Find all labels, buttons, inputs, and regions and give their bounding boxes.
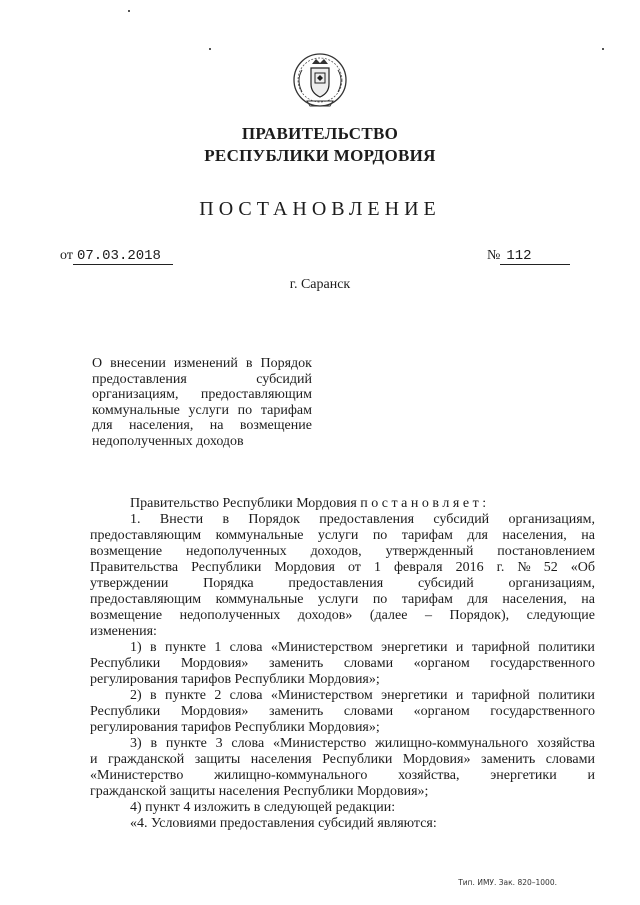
word: коммунальные [92, 402, 180, 418]
word: и [90, 752, 98, 767]
word: по [372, 528, 388, 543]
word: – [424, 608, 432, 623]
body-line [130, 736, 595, 752]
word: субсидий [433, 512, 490, 527]
body-line [90, 576, 595, 592]
word: Порядка [203, 576, 254, 591]
date-line [60, 248, 173, 265]
word: (далее [369, 608, 408, 623]
number-line [487, 248, 570, 265]
word: жилищно-коммунального [375, 736, 529, 751]
document-type-title: ПОСТАНОВЛЕНИЕ [199, 198, 441, 220]
word: населения, [128, 418, 194, 433]
word: Порядок [248, 512, 300, 527]
word: словами [343, 656, 394, 671]
word: политики [538, 640, 595, 655]
word: Республики [90, 656, 161, 671]
word: энергетики [490, 768, 557, 783]
word: пункте [165, 688, 206, 703]
word: недополученных [179, 608, 281, 623]
org-title-line1: ПРАВИТЕЛЬСТВО [241, 124, 399, 143]
word: возмещение [90, 608, 163, 623]
word: предоставления [92, 371, 187, 387]
word: пункте [165, 736, 207, 751]
word: предоставления [288, 576, 384, 591]
body-line [130, 640, 595, 656]
word: доходов, [310, 544, 362, 559]
word: услуги [188, 402, 229, 418]
word: «Министерством [270, 688, 373, 703]
word: слова [231, 736, 265, 751]
body-line: «4. Условиями предоставления субсидий являются: [130, 816, 437, 831]
word: 52 [543, 560, 558, 575]
word: в [245, 356, 253, 371]
word: возмещение [239, 418, 312, 433]
body-line [90, 608, 595, 624]
word: Правительства [90, 560, 179, 575]
subject-line [92, 387, 312, 403]
word: г. [496, 560, 505, 575]
word: «органом [413, 704, 470, 719]
body-line [90, 704, 595, 720]
word: 3) [130, 736, 142, 751]
word: заменить [268, 704, 324, 719]
word: защиты [194, 752, 241, 767]
word: «Министерство [272, 736, 367, 751]
subject-line [92, 372, 312, 388]
word: услуги [317, 592, 359, 607]
word: утвержденный [385, 544, 474, 559]
body-line [130, 512, 595, 528]
body-line [90, 544, 595, 560]
body-line [130, 688, 595, 704]
word: по [372, 592, 388, 607]
word: в [222, 512, 230, 527]
word: постановлением [497, 544, 595, 559]
word: жилищно-коммунального [214, 768, 368, 783]
word: Мордовия [274, 560, 335, 575]
word: для [467, 592, 488, 607]
city-line: г. Саранск [289, 277, 351, 292]
word: «Об [570, 560, 595, 575]
word: на [209, 418, 224, 433]
word: возмещение [90, 544, 163, 559]
word: 1. [130, 512, 141, 527]
word: в [150, 736, 158, 751]
word: организациям, [508, 512, 595, 527]
word: 1 [373, 560, 381, 575]
word: услуги [317, 528, 359, 543]
word: гражданской [107, 752, 185, 767]
word: слова [229, 640, 263, 655]
word: по [237, 402, 253, 418]
word: «органом [413, 656, 470, 671]
word: субсидий [417, 576, 474, 591]
word: коммунальные [215, 528, 304, 543]
subject-line [92, 403, 312, 419]
body-line [90, 752, 595, 768]
word: предоставления [319, 512, 415, 527]
word: доходов» [297, 608, 353, 623]
word: для [92, 418, 113, 433]
subject-line: недополученных доходов [92, 433, 244, 449]
word: «Министерство [90, 768, 184, 783]
word: населения, [502, 592, 567, 607]
word: утверждении [90, 576, 169, 591]
word: государственного [490, 656, 595, 671]
word: Порядок [260, 356, 312, 371]
word: от [347, 560, 361, 575]
word: в [150, 688, 157, 703]
word: политики [538, 688, 595, 703]
word: Мордовия» [402, 752, 471, 767]
print-mark: Тип. ИМУ. Зак. 820–1000. [458, 878, 557, 887]
word: для [467, 528, 488, 543]
word: тарифной [471, 688, 530, 703]
word: тарифам [401, 528, 453, 543]
word: Республики [322, 752, 393, 767]
word: хозяйства, [398, 768, 460, 783]
word: «Министерством [270, 640, 373, 655]
word: энергетики [381, 640, 448, 655]
body-line: 4) пункт 4 изложить в следующей редакции: [130, 800, 396, 815]
word: хозяйства [537, 736, 595, 751]
word: 3 [215, 736, 223, 751]
word: № [517, 560, 531, 575]
body-line: Правительство Республики Мордовия п о с т а н о в л я е т : [130, 496, 487, 511]
word: на [581, 528, 595, 543]
word: предоставляющим [90, 528, 202, 543]
word: 2016 [455, 560, 484, 575]
word: Порядок), [449, 608, 510, 623]
word: изменений [173, 356, 238, 371]
word: предоставляющим [90, 592, 202, 607]
word: заменить [480, 752, 536, 767]
body-line [90, 768, 595, 784]
word: тарифам [401, 592, 453, 607]
date-value: 07.03.2018 [73, 248, 173, 265]
word: и [455, 688, 464, 703]
body-line [90, 656, 595, 672]
number-prefix: № [487, 248, 501, 263]
word: тарифам [260, 402, 312, 418]
word: организациям, [508, 576, 595, 591]
body-line: изменения: [90, 624, 157, 639]
word: коммунальные [215, 592, 304, 607]
word: Мордовия» [180, 704, 249, 719]
date-prefix: от [60, 248, 73, 263]
word: организациям, [92, 387, 179, 402]
word: следующие [526, 608, 595, 623]
word: государственного [490, 704, 595, 719]
word: словами [545, 752, 595, 767]
body-line [90, 592, 595, 608]
body-line [90, 528, 595, 544]
word: и [587, 768, 595, 783]
word: предоставляющим [200, 387, 312, 402]
word: в [150, 640, 157, 655]
word: внесении [110, 356, 166, 371]
body-line: регулирования тарифов Республики Мордовия»; [90, 720, 380, 735]
word: Республики [90, 704, 161, 719]
subject-block [92, 356, 312, 449]
word: энергетики [381, 688, 448, 703]
word: 1) [130, 640, 142, 655]
subject-line [92, 418, 312, 434]
word: 1 [214, 640, 222, 655]
coat-of-arms-emblem [290, 50, 350, 112]
word: 2) [130, 688, 142, 703]
word: словами [343, 704, 394, 719]
word: недополученных [186, 544, 287, 559]
scan-speck [602, 48, 604, 50]
word: населения, [502, 528, 567, 543]
word: О [92, 356, 103, 371]
body-line: гражданской защиты населения Республики Мордовия»; [90, 784, 429, 799]
number-value: 112 [500, 248, 570, 265]
word: тарифной [471, 640, 530, 655]
word: субсидий [256, 371, 312, 387]
word: 2 [214, 688, 222, 703]
subject-line [92, 356, 312, 372]
word: на [581, 592, 595, 607]
org-title-line2: РЕСПУБЛИКИ МОРДОВИЯ [204, 146, 436, 165]
body-line [90, 560, 595, 576]
word: заменить [268, 656, 324, 671]
word: пункте [165, 640, 206, 655]
word: и [455, 640, 464, 655]
word: слова [229, 688, 263, 703]
scan-speck [128, 10, 130, 12]
body-line: регулирования тарифов Республики Мордовия»; [90, 672, 380, 687]
word: населения [250, 752, 312, 767]
scan-speck [209, 48, 211, 50]
word: Мордовия» [180, 656, 249, 671]
word: февраля [393, 560, 443, 575]
word: Внести [159, 512, 204, 527]
word: Республики [191, 560, 262, 575]
